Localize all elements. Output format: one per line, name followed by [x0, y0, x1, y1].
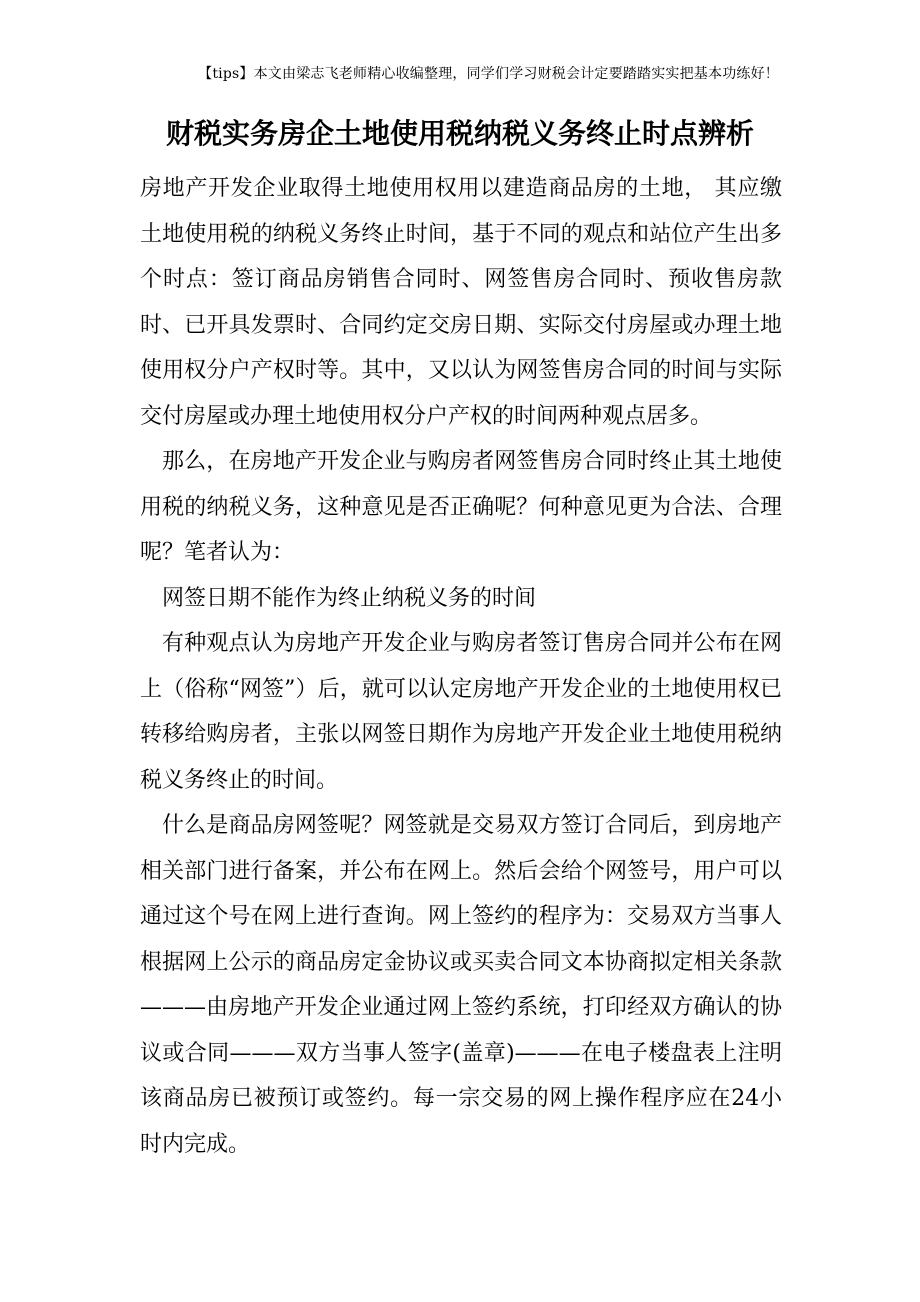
- paragraph-viewpoint: 有种观点认为房地产开发企业与购房者签订售房合同并公布在网上（俗称“网签”）后，就可以认定房地产开发企业的土地使用权已转移给购房者，主张以网签日期作为房地产开发企业土地使用税纳税义务终止的时间。: [140, 631, 782, 793]
- paragraph-question: 那么，在房地产开发企业与购房者网签售房合同时终止其土地使用税的纳税义务，这种意见是否正确呢？何种意见更为合法、合理呢？笔者认为：: [140, 449, 782, 565]
- document-body: [140, 166, 782, 1167]
- paragraph-definition: 什么是商品房网签呢？网签就是交易双方签订合同后，到房地产相关部门进行备案，并公布在网上。然后会给个网签号，用户可以通过这个号在网上进行查询。网上签约的程序为：交易双方当事人根据网上公示的商品房定金协议或买卖合同文本协商拟定相关条款———由房地产开发企业通过网上签约系统，打印经双方确认的协议或合同———双方当事人签字(盖章)———在电子楼盘表上注明该商品房已被预订或签约。每一宗交易的网上操作程序应在24小时内完成。: [140, 813, 782, 1157]
- paragraph-intro: 房地产开发企业取得土地使用权用以建造商品房的土地， 其应缴土地使用税的纳税义务终止时间，基于不同的观点和站位产生出多个时点：签订商品房销售合同时、网签售房合同时、预收售房款时、已开具发票时、合同约定交房日期、实际交付房屋或办理土地使用权分户产权时等。其中，又以认为网签售房合同的时间与实际交付房屋或办理土地使用权分户产权的时间两种观点居多。: [140, 176, 782, 429]
- section-heading: 网签日期不能作为终止纳税义务的时间: [162, 585, 537, 611]
- document-title: 财税实务房企土地使用税纳税义务终止时点辨析: [165, 117, 754, 150]
- tips-header: 【tips】本文由梁志飞老师精心收编整理，同学们学习财税会计定要踏踏实实把基本功练好！: [198, 66, 779, 82]
